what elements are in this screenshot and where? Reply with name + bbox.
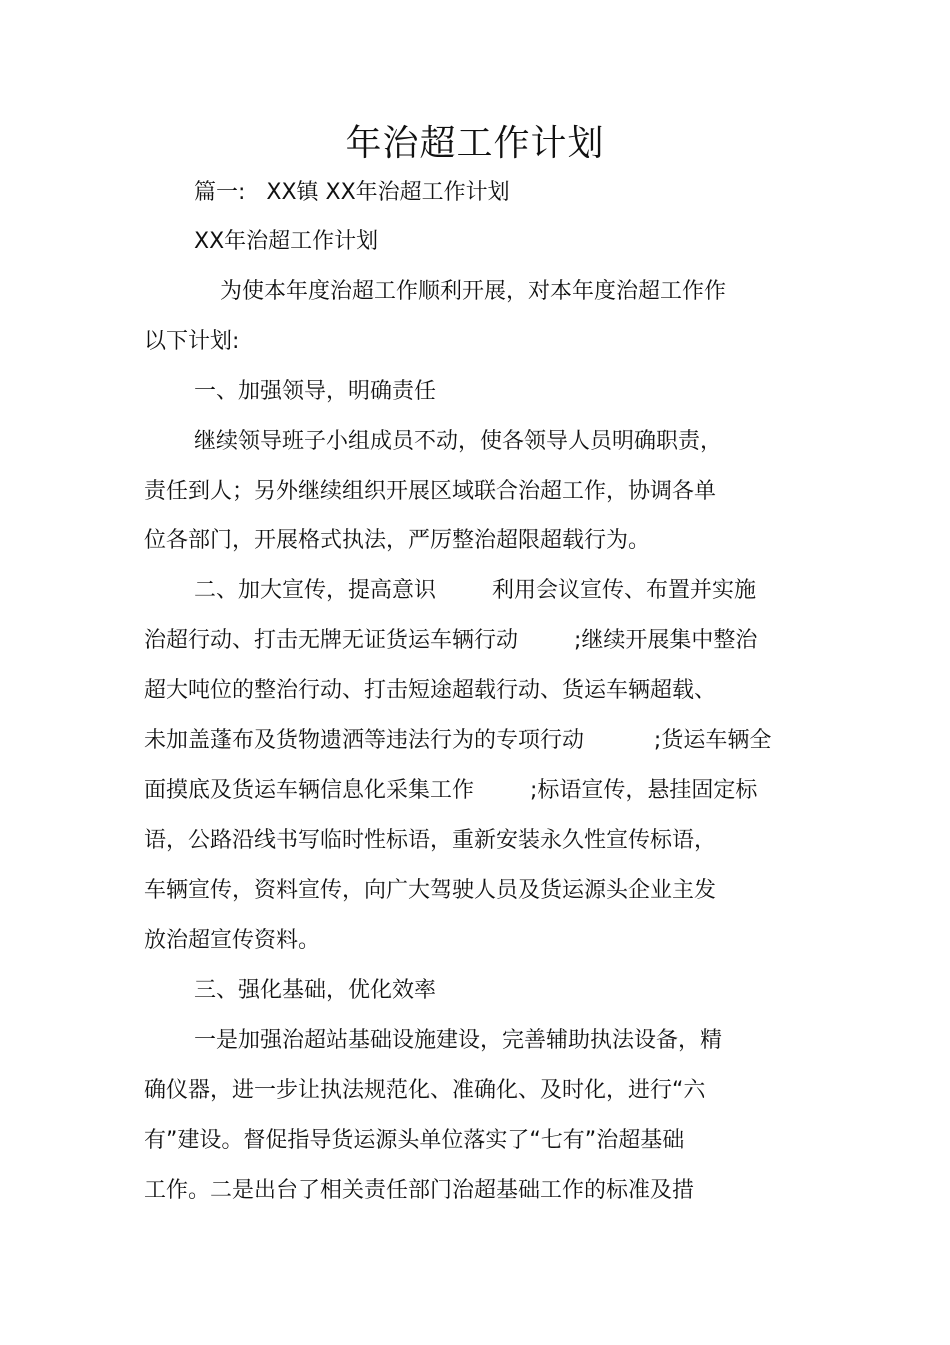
paragraph-line: 治超行动、打击无牌无证货运车辆行动 ;继续开展集中整治	[144, 628, 758, 653]
paragraph-line: 放治超宣传资料。	[144, 928, 321, 953]
section-heading-1: 一、加强领导，明确责任	[194, 379, 437, 404]
paragraph-line: 车辆宣传，资料宣传，向广大驾驶人员及货运源头企业主发	[144, 878, 717, 903]
paragraph-line: 确仪器，进一步让执法规范化、准确化、及时化，进行“六	[144, 1078, 706, 1103]
paragraph-line: 责任到人；另外继续组织开展区域联合治超工作，协调各单	[144, 479, 717, 504]
paragraph-line: 一是加强治超站基础设施建设，完善辅助执法设备，精	[194, 1028, 723, 1053]
paragraph-line: 以下计划:	[144, 329, 240, 354]
document-title: 年治超工作计划	[345, 123, 605, 164]
plan-heading: XX年治超工作计划	[194, 229, 379, 254]
paragraph-line: 面摸底及货运车辆信息化采集工作 ;标语宣传，悬挂固定标	[144, 778, 758, 803]
paragraph-line: 位各部门，开展格式执法，严厉整治超限超载行为。	[144, 528, 651, 553]
subtitle-line: 篇一: XX镇 XX年治超工作计划	[194, 180, 510, 205]
paragraph-line: 继续领导班子小组成员不动，使各领导人员明确职责，	[194, 429, 723, 454]
paragraph-line: 有”建设。督促指导货运源头单位落实了“七有”治超基础	[144, 1128, 685, 1153]
section-heading-2: 二、加大宣传，提高意识 利用会议宣传、布置并实施	[194, 578, 756, 603]
paragraph-line: 工作。二是出台了相关责任部门治超基础工作的标准及措	[144, 1178, 695, 1203]
paragraph-line: 语，公路沿线书写临时性标语，重新安装永久性宣传标语，	[144, 828, 717, 853]
paragraph-line: 超大吨位的整治行动、打击短途超载行动、货运车辆超载、	[144, 678, 717, 703]
paragraph-line: 未加盖蓬布及货物遗洒等违法行为的专项行动 ;货运车辆全	[144, 728, 772, 753]
section-heading-3: 三、强化基础，优化效率	[194, 978, 437, 1003]
paragraph-line: 为使本年度治超工作顺利开展，对本年度治超工作作	[220, 279, 727, 304]
